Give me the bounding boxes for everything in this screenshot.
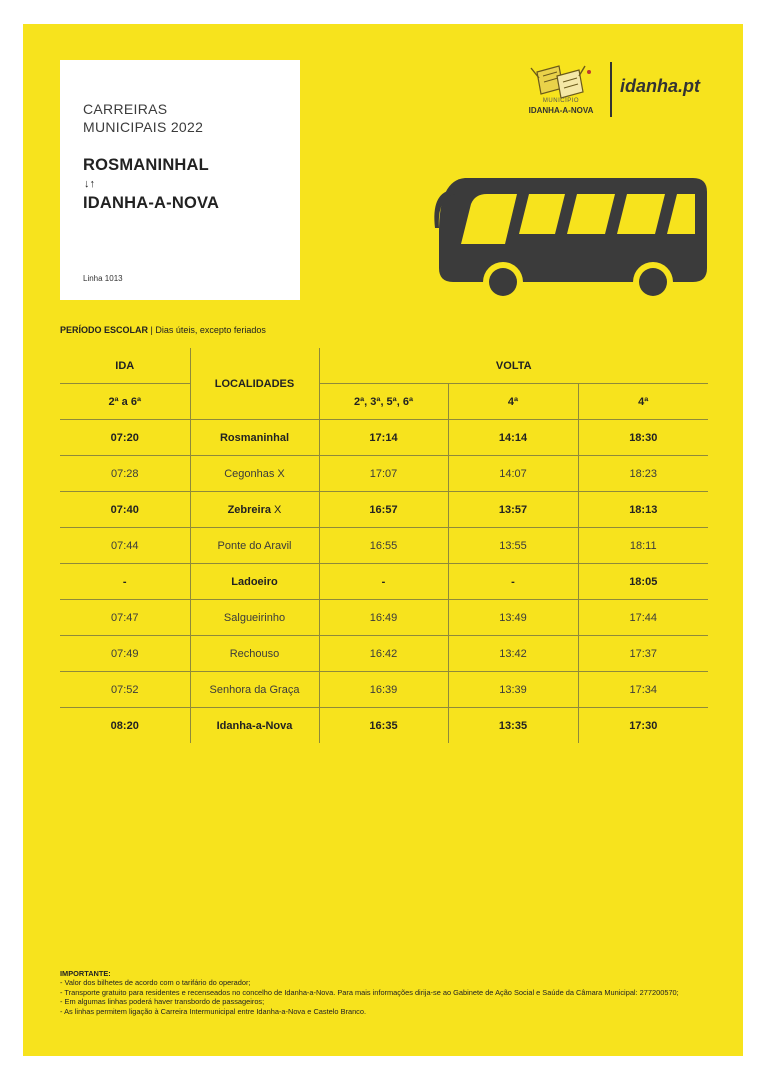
volta-time: 17:37 [578, 636, 708, 672]
locality-name: Idanha-a-Nova [190, 708, 319, 744]
table-row [60, 492, 708, 528]
note-line: - Transporte gratuito para residentes e recenseados no concelho de Idanha-a-Nova. Para mais informações dirija-se ao Gabinete de Ação Social e Saúde da Câmara Municipal: 277200570; [60, 987, 679, 997]
schedule-table [60, 348, 708, 743]
document-title: CARREIRAS MUNICIPAIS 2022 [83, 101, 204, 135]
ida-time: 07:47 [60, 600, 190, 636]
website-name: idanha.pt [620, 76, 700, 96]
volta-time: 13:55 [448, 528, 578, 564]
volta-time: 14:07 [448, 456, 578, 492]
period-label: PERÍODO ESCOLAR | Dias úteis, excepto feriados [60, 325, 266, 335]
volta-time: - [319, 564, 448, 600]
volta-time: 13:35 [448, 708, 578, 744]
ida-header: IDA [115, 359, 135, 372]
direction-arrows-icon: ↓↑ [84, 178, 95, 190]
title-card [60, 60, 300, 300]
ida-time: 07:44 [60, 528, 190, 564]
municipality-logo-icon [519, 62, 603, 118]
volta-time: 17:07 [319, 456, 448, 492]
note-line: - Valor dos bilhetes de acordo com o tarifário do operador; [60, 978, 251, 988]
ida-time: 07:49 [60, 636, 190, 672]
table-row [60, 672, 708, 708]
volta-time: 13:49 [448, 600, 578, 636]
locality-name: Senhora da Graça [190, 672, 319, 708]
note-line: - As linhas permitem ligação à Carreira Intermunicipal entre Idanha-a-Nova e Castelo Branco. [60, 1006, 367, 1016]
schedule-page [23, 24, 743, 1056]
notes-title: IMPORTANTE: [60, 969, 111, 978]
volta-time: 18:30 [578, 420, 708, 456]
table-row [60, 600, 708, 636]
volta-header: VOLTA [319, 348, 708, 384]
ida-time: 07:40 [60, 492, 190, 528]
volta-days-header: 2ª, 3ª, 5ª, 6ª [319, 384, 448, 420]
municipality-name: IDANHA-A-NOVA [528, 106, 594, 115]
volta-time: 16:49 [319, 600, 448, 636]
volta-time: 16:42 [319, 636, 448, 672]
table-row [60, 528, 708, 564]
volta-time: 18:05 [578, 564, 708, 600]
volta-days-header: 4ª [448, 384, 578, 420]
note-line: - Em algumas linhas poderá haver transbordo de passageiros; [60, 997, 265, 1007]
locality-name: Ladoeiro [190, 564, 319, 600]
localidades-header: LOCALIDADES [190, 348, 319, 420]
ida-time: 07:20 [60, 420, 190, 456]
bus-icon [425, 172, 709, 305]
ida-time: - [60, 564, 190, 600]
table-row [60, 708, 708, 744]
locality-name: Salgueirinho [190, 600, 319, 636]
locality-name: Ponte do Aravil [190, 528, 319, 564]
volta-time: 17:34 [578, 672, 708, 708]
municipality-label: MUNICÍPIO [542, 98, 580, 104]
route-destination: IDANHA-A-NOVA [83, 194, 220, 212]
volta-time: - [448, 564, 578, 600]
volta-time: 18:11 [578, 528, 708, 564]
volta-time: 14:14 [448, 420, 578, 456]
volta-time: 18:23 [578, 456, 708, 492]
volta-time: 18:13 [578, 492, 708, 528]
locality-name: Rosmaninhal [190, 420, 319, 456]
volta-time: 17:14 [319, 420, 448, 456]
volta-days-header: 4ª [578, 384, 708, 420]
table-row [60, 420, 708, 456]
volta-time: 13:57 [448, 492, 578, 528]
volta-time: 16:35 [319, 708, 448, 744]
volta-time: 16:57 [319, 492, 448, 528]
locality-name: Zebreira X [190, 492, 319, 528]
route-origin: ROSMANINHAL [83, 156, 209, 174]
volta-time: 16:39 [319, 672, 448, 708]
volta-time: 13:42 [448, 636, 578, 672]
table-row [60, 564, 708, 600]
ida-time: 07:52 [60, 672, 190, 708]
volta-time: 16:55 [319, 528, 448, 564]
table-row [60, 456, 708, 492]
ida-time: 07:28 [60, 456, 190, 492]
logo-divider [610, 62, 612, 117]
volta-time: 13:39 [448, 672, 578, 708]
volta-time: 17:44 [578, 600, 708, 636]
locality-name: Rechouso [190, 636, 319, 672]
table-row [60, 636, 708, 672]
line-number: Linha 1013 [83, 274, 123, 283]
ida-days-header: 2ª a 6ª [60, 384, 190, 420]
locality-name: Cegonhas X [190, 456, 319, 492]
important-notes [60, 969, 710, 1016]
ida-time: 08:20 [60, 708, 190, 744]
volta-time: 17:30 [578, 708, 708, 744]
